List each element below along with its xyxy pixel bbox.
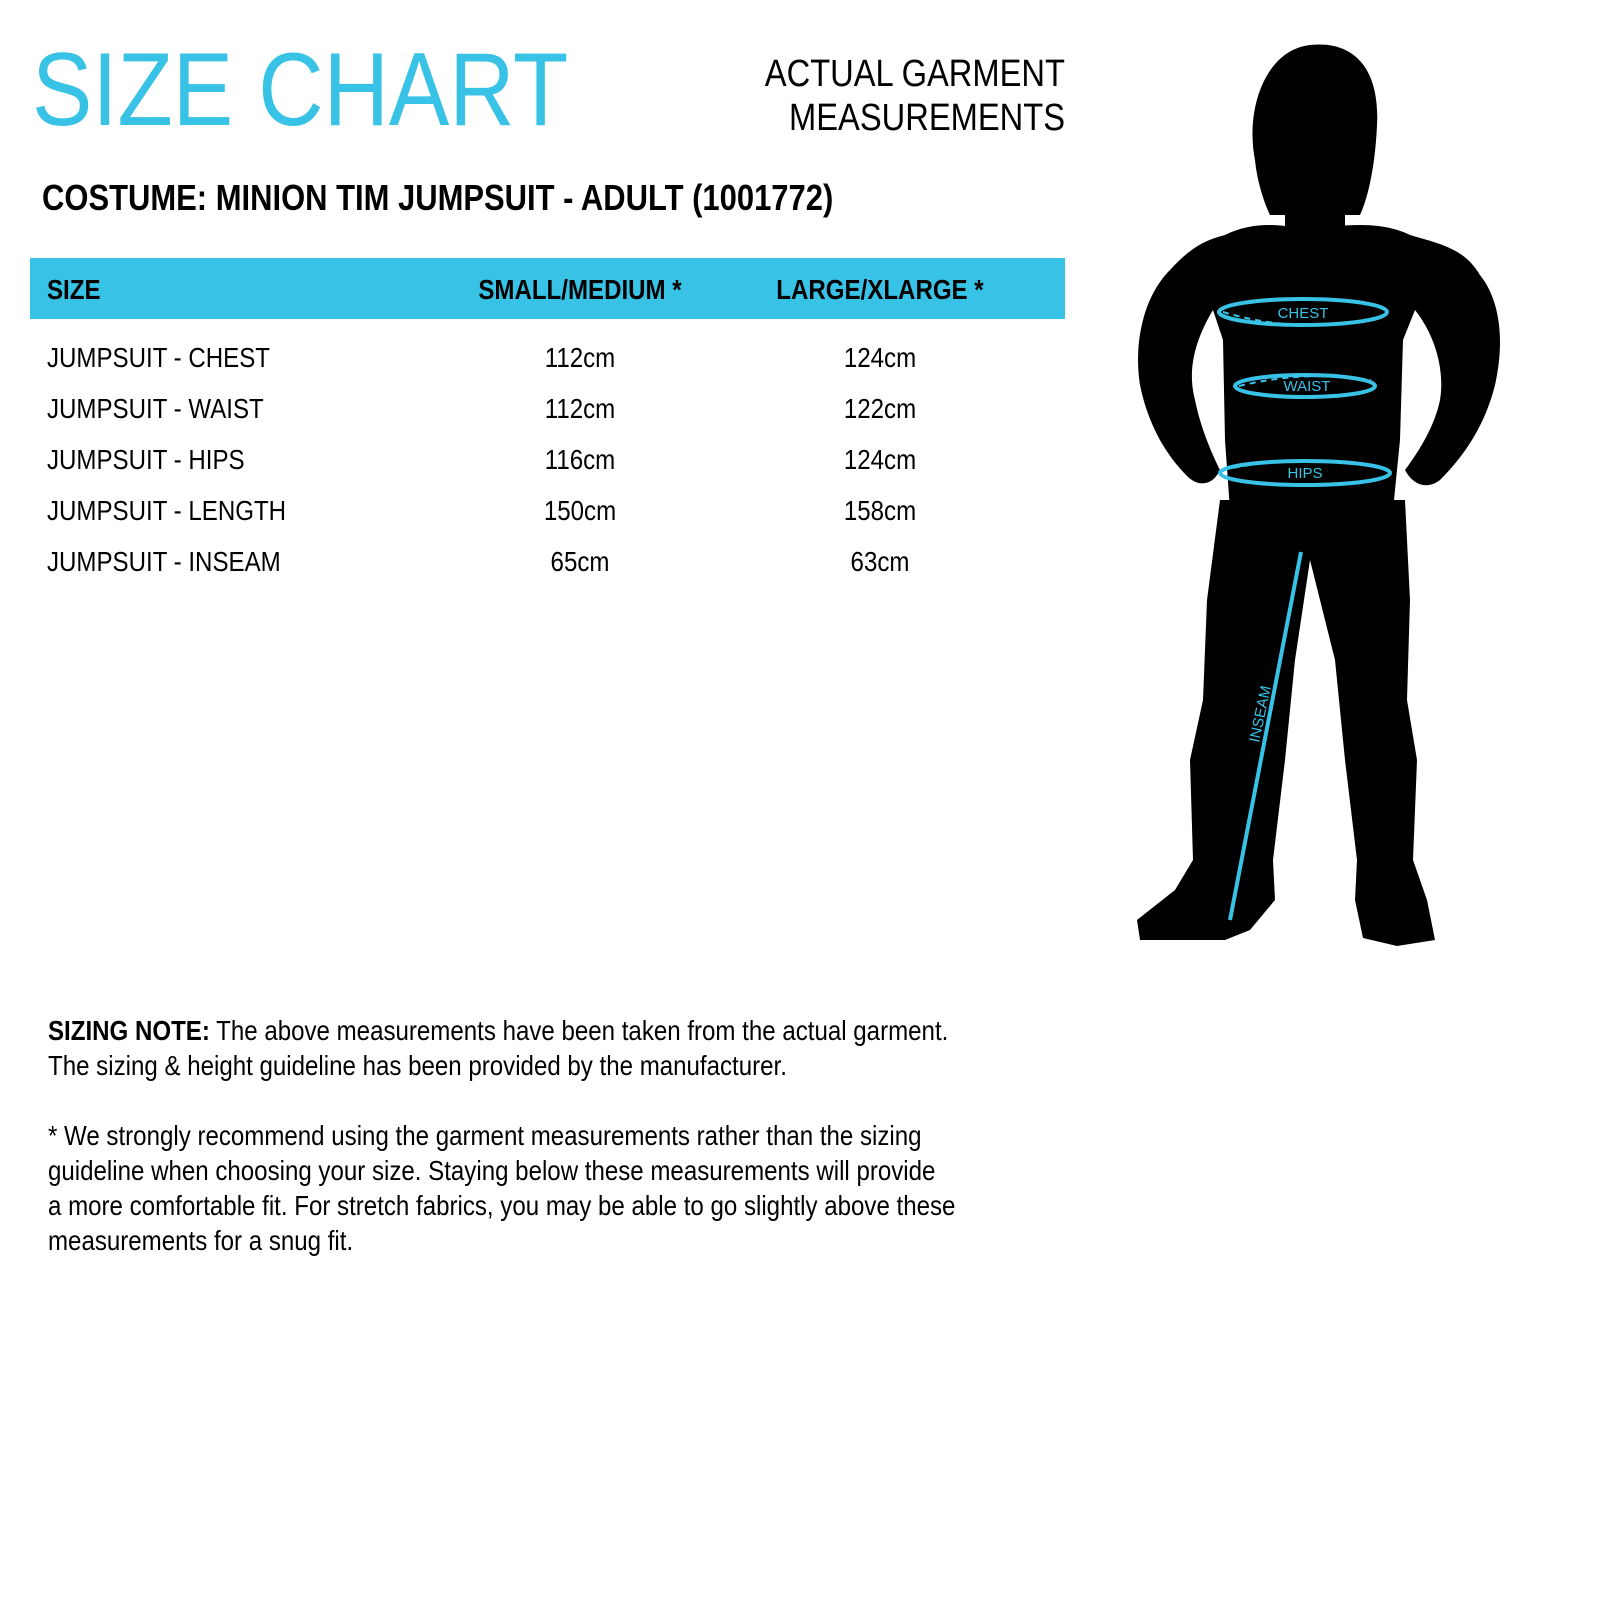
recommendation-line-1: * We strongly recommend using the garment measurements rather than the sizing — [48, 1120, 922, 1151]
size-table — [30, 258, 1065, 587]
value-large-xlarge: 63cm — [850, 546, 910, 577]
value-large-xlarge: 122cm — [843, 393, 917, 424]
value-large-xlarge: 158cm — [843, 495, 917, 526]
waist-label: WAIST — [1283, 378, 1331, 395]
value-small-medium: 112cm — [544, 393, 616, 424]
recommendation-line-4: measurements for a snug fit. — [48, 1225, 354, 1256]
subtitle — [755, 52, 1065, 140]
sizing-note — [48, 1013, 977, 1258]
header-size: SIZE — [47, 274, 101, 305]
note-line-2: The sizing & height guideline has been provided by the manufacturer. — [48, 1050, 787, 1081]
hips-label: HIPS — [1287, 465, 1323, 482]
recommendation-line-2: guideline when choosing your size. Staying below these measurements will provide — [48, 1155, 936, 1186]
table-body — [30, 319, 1065, 587]
silhouette-icon — [1137, 44, 1500, 946]
body-silhouette-figure — [1135, 40, 1555, 980]
subtitle-line-1: ACTUAL GARMENT — [764, 53, 1065, 95]
note-text-1: The above measurements have been taken from the actual garment. — [209, 1015, 949, 1046]
costume-name: COSTUME: MINION TIM JUMPSUIT - ADULT (1001772) — [42, 177, 834, 218]
value-large-xlarge: 124cm — [843, 444, 917, 475]
subtitle-line-2: MEASUREMENTS — [789, 97, 1065, 139]
value-small-medium: 112cm — [544, 342, 616, 373]
chest-label: CHEST — [1277, 305, 1329, 322]
value-small-medium: 116cm — [544, 444, 616, 475]
table-row — [30, 332, 1065, 383]
row-label: JUMPSUIT - LENGTH — [47, 495, 287, 526]
inseam-label: INSEAM — [1246, 684, 1275, 744]
table-row — [30, 536, 1065, 587]
note-line-1 — [48, 1013, 977, 1048]
note-label: SIZING NOTE: — [48, 1015, 210, 1046]
table-header — [30, 258, 1065, 319]
value-large-xlarge: 124cm — [843, 342, 917, 373]
header-small-medium: SMALL/MEDIUM * — [478, 274, 682, 305]
row-label: JUMPSUIT - INSEAM — [47, 546, 281, 577]
row-label: JUMPSUIT - CHEST — [47, 342, 270, 373]
table-row — [30, 485, 1065, 536]
table-row — [30, 383, 1065, 434]
table-row — [30, 434, 1065, 485]
row-label: JUMPSUIT - WAIST — [47, 393, 264, 424]
row-label: JUMPSUIT - HIPS — [47, 444, 245, 475]
header-large-xlarge: LARGE/XLARGE * — [776, 274, 984, 305]
value-small-medium: 65cm — [550, 546, 610, 577]
value-small-medium: 150cm — [543, 495, 617, 526]
recommendation-line-3: a more comfortable fit. For stretch fabrics, you may be able to go slightly above these — [48, 1190, 956, 1221]
page-title: SIZE CHART — [32, 32, 569, 148]
